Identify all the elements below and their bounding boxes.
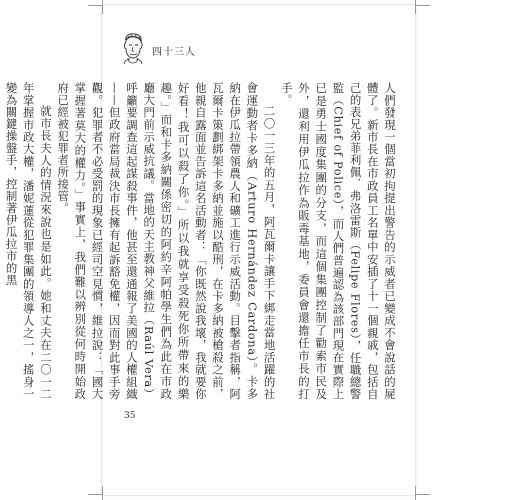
body-text — [4, 82, 398, 400]
crop-mark — [102, 0, 103, 14]
chapter-title: 四十三人 — [152, 47, 196, 58]
crop-mark — [415, 0, 416, 14]
paragraph: 就市長夫人的情況來說也是如此。她和丈夫在二〇一二年掌握市政大權，潘妮蓮從犯罪集團的領導人之一，搖身一變為關鍵操盤手，控制著伊瓜拉市的黑 — [4, 82, 53, 400]
crop-mark — [88, 5, 102, 6]
crop-mark — [416, 494, 430, 495]
crop-mark — [416, 5, 430, 6]
portrait-illustration-icon — [120, 32, 146, 64]
page-number: 35 — [124, 411, 136, 421]
paragraph: 二〇一三年的五月，阿瓦爾卡讓手下綁走當地活躍的社會運動者卡多納（Arturo Hernández Cardona）。卡多納在伊瓜拉帶領農人和礦工進行示威活動。目擊者指稱，阿瓦爾卡策劃綁架卡多納並施以酷刑，在卡多納被槍殺之前，他親自露面並告訴這名活動者：「你既然說我壞，我就要你好看！我可以殺了你。」所以我就享受殺死你所帶來的樂趣。」而和卡多納關係密切的阿約辛阿帕學生們為此在市政廳大門前示威抗議。當地的天主教神父維拉（Raúl Vera）呼籲要調查這起謀殺事件，他甚至還通報了美國的人權組織——但政府當局裁決市長擁有起訴豁免權，因而對此事手旁觀。犯罪者不必受罰的現象已經司空見慣，維拉說：「國大掌握著莫大的權力。」事實上，我們難以辨別從何時開始政府已經被犯罪者所接管。 — [56, 82, 277, 400]
crop-mark — [88, 494, 102, 495]
crop-mark — [415, 486, 416, 500]
paragraph: 人們發現一個當初拘提出警告的示威者已變成不會說話的屍體了。新市長在市政員工名單中安插了十一個親戚，包括自己的表兄弟菲利佩．弗洛雷斯（Felipe Flores），任職總警監（Chief of Police），而人們普遍認為該部門現在實際上已是勇士國度集團的分支，而這個集團控制了勸索市民及外，還利用伊瓜拉作為販毒基地，委員會還擔任市長的打手。 — [279, 82, 397, 400]
crop-mark — [102, 486, 103, 500]
